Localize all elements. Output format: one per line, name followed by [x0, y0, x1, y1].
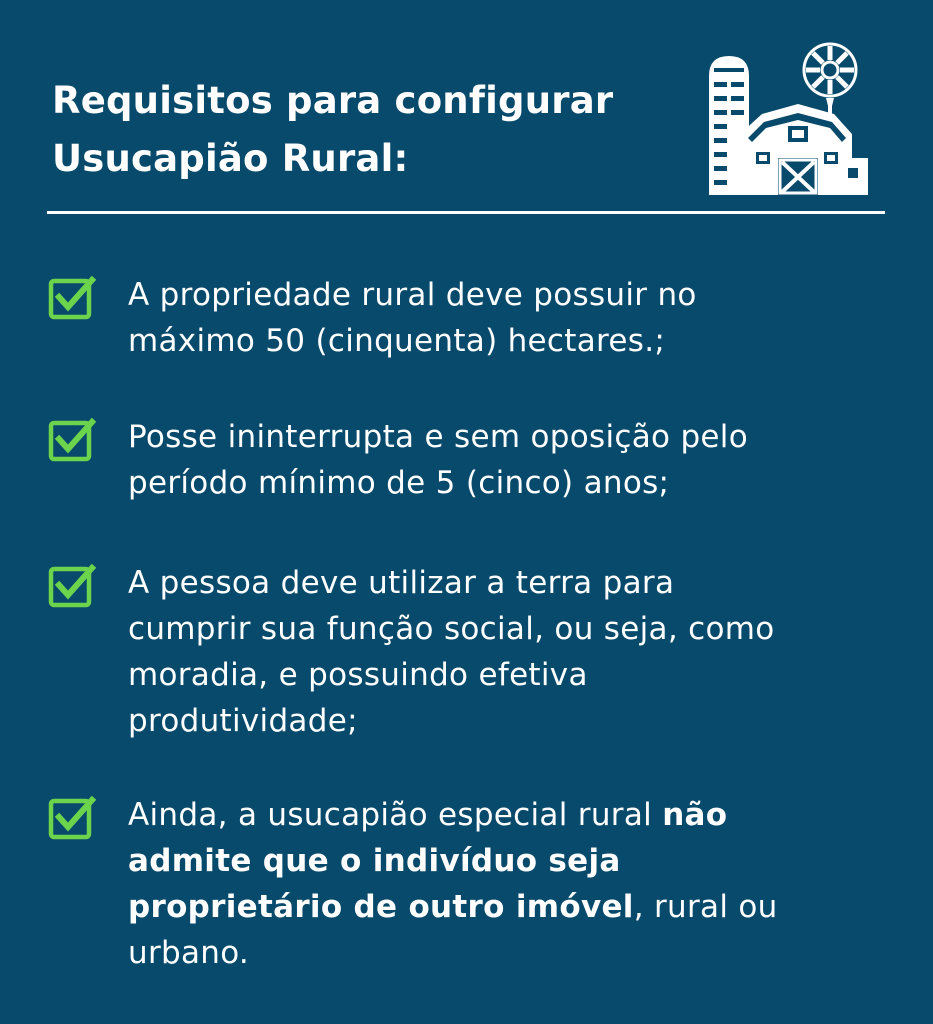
checkbox-checked-icon	[46, 272, 98, 324]
farm-icon	[700, 30, 875, 200]
requirement-text: A pessoa deve utilizar a terra para cumprir sua função social, ou seja, como moradia, e possuindo efetiva produtividade;	[128, 565, 775, 739]
requirement-text: Posse ininterrupta e sem oposição pelo período mínimo de 5 (cinco) anos;	[128, 419, 748, 501]
title-line-2: Usucapião Rural:	[52, 137, 409, 180]
requirement-text: A propriedade rural deve possuir no máximo 50 (cinquenta) hectares.;	[128, 277, 697, 359]
emphasis-text: admite que o indivíduo seja	[128, 843, 621, 879]
emphasis-text: proprietário de outro imóvel	[128, 889, 634, 925]
checkbox-checked-icon	[46, 560, 98, 612]
emphasis-text: não	[662, 797, 728, 833]
header	[52, 72, 692, 188]
checkbox-checked-icon	[46, 414, 98, 466]
page-title	[52, 72, 692, 188]
requirement-text: Ainda, a usucapião especial rural não admite que o indivíduo seja proprietário de outro imóvel, rural ou urbano.	[128, 797, 778, 971]
title-line-1: Requisitos para configurar	[52, 79, 614, 122]
checkbox-checked-icon	[46, 792, 98, 844]
header-divider	[47, 211, 885, 214]
